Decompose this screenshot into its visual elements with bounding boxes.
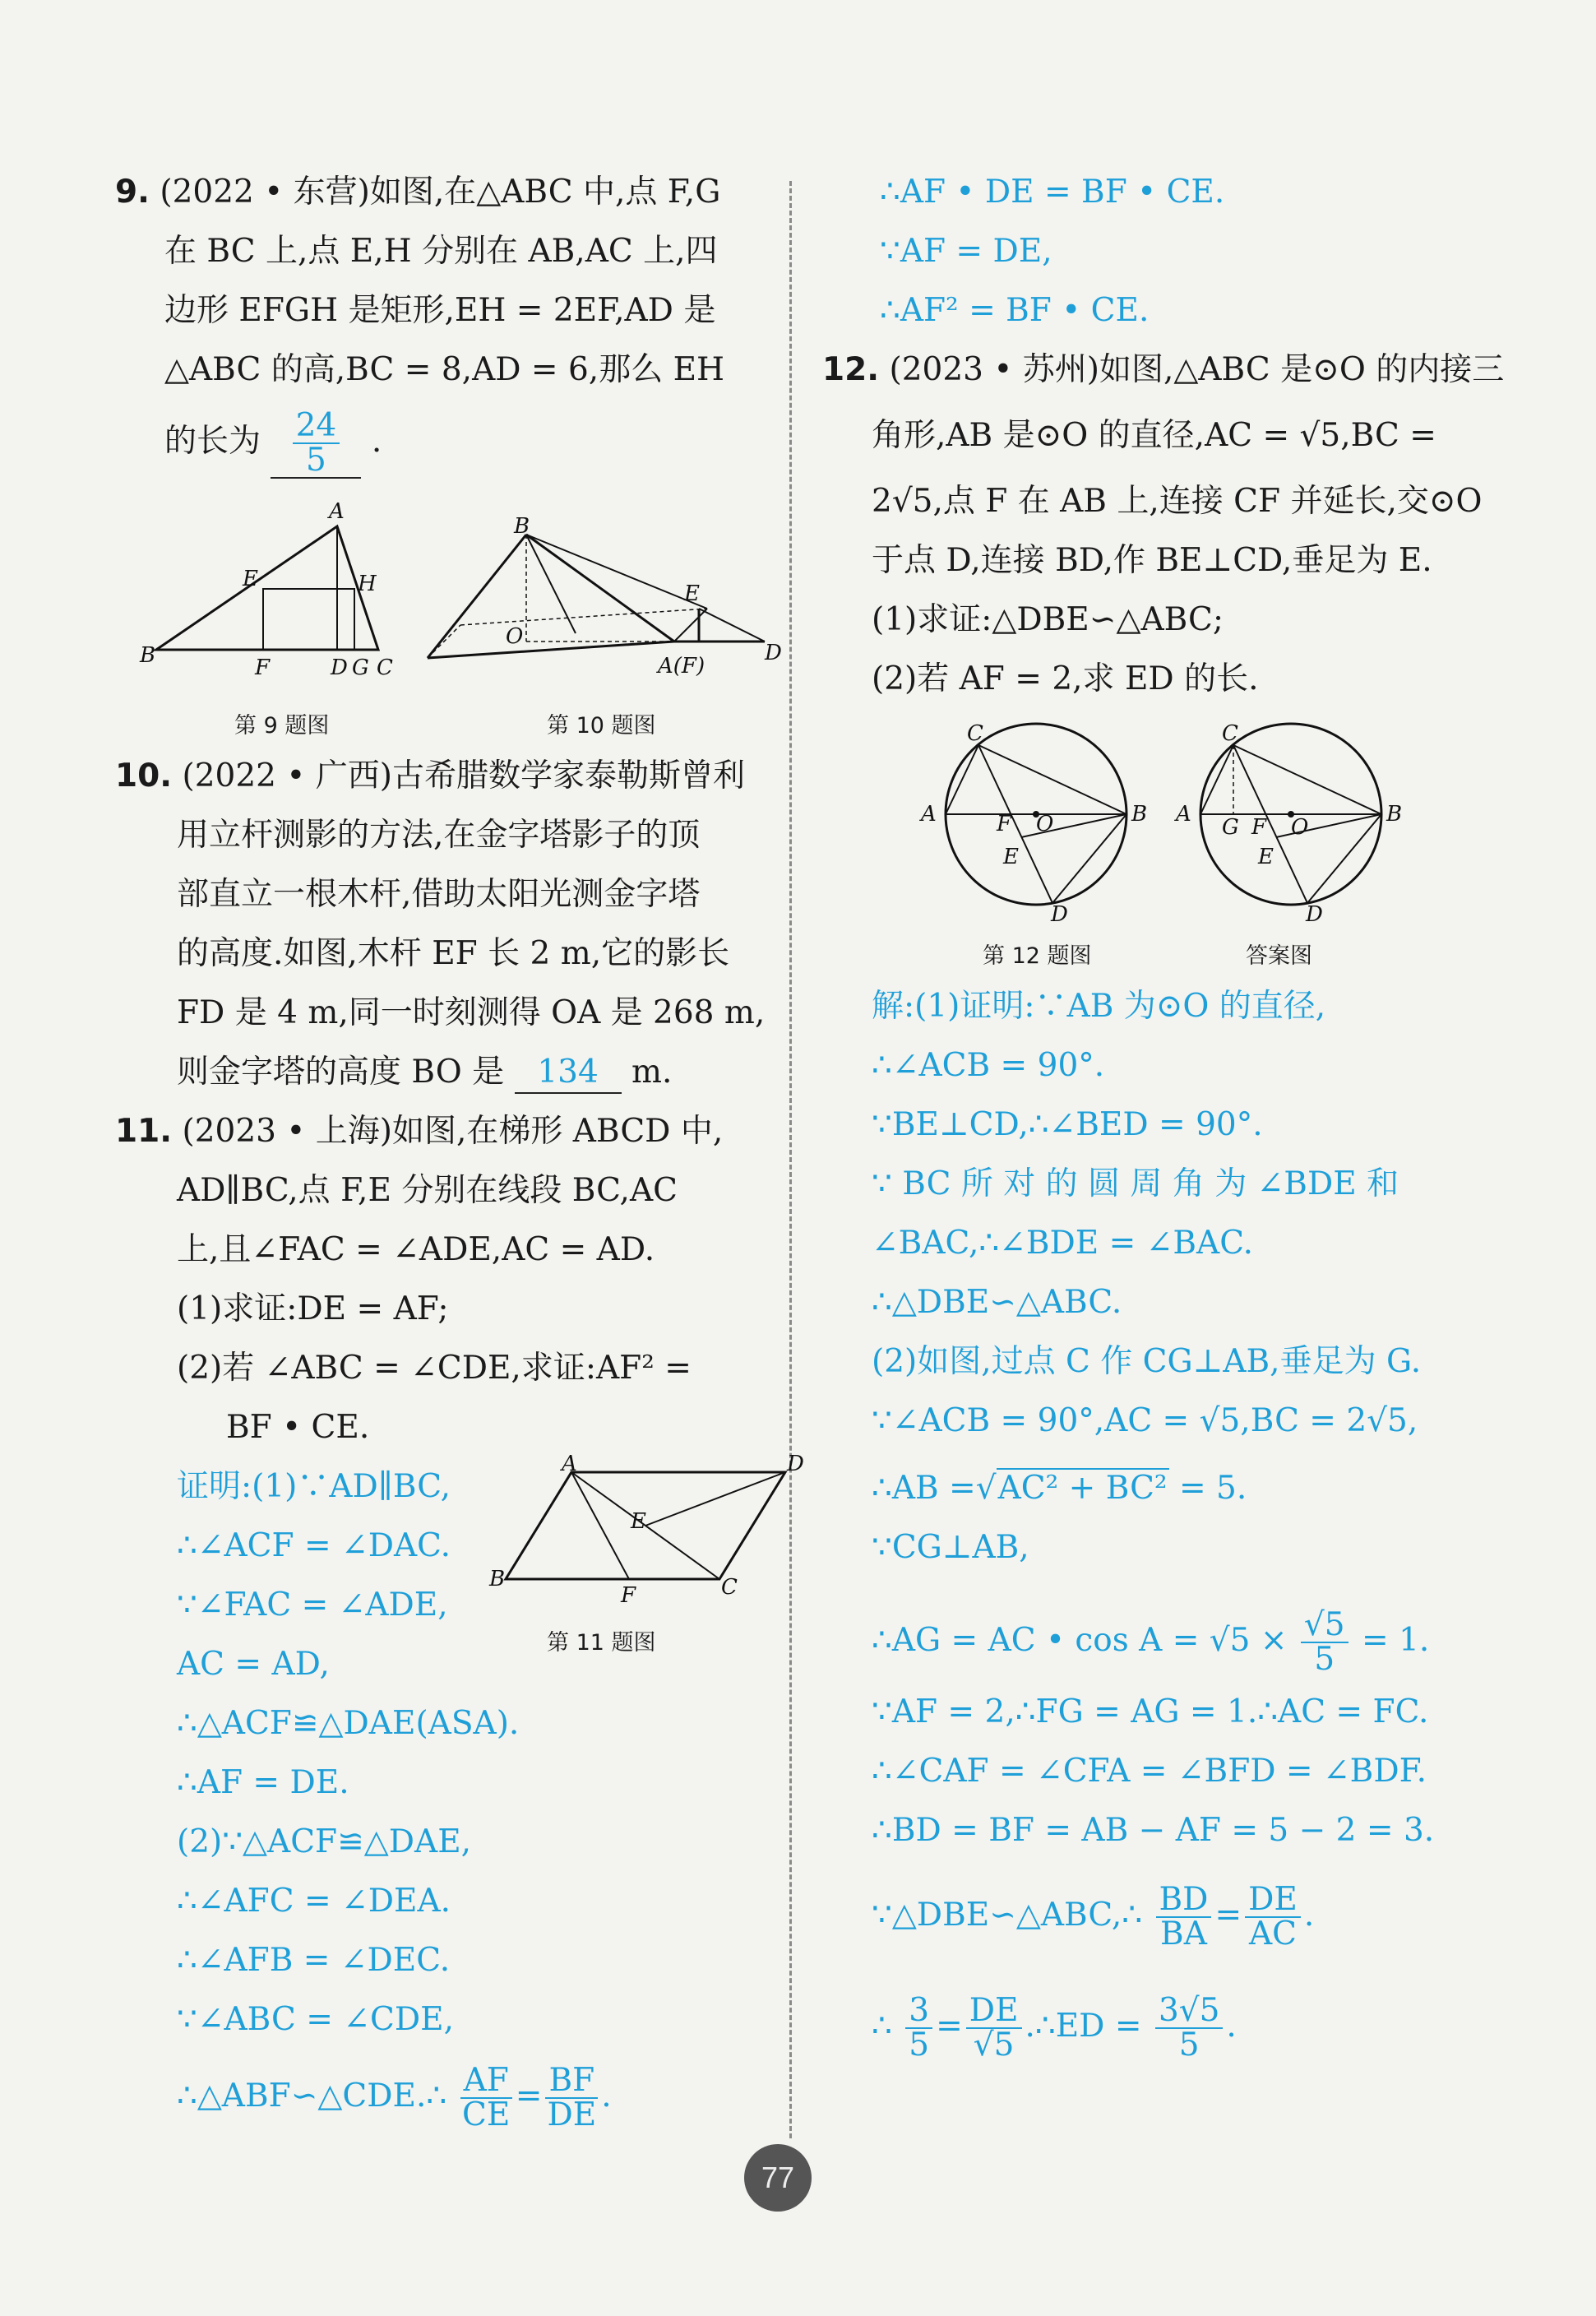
- svg-text:E: E: [1258, 845, 1274, 869]
- q12-sol-9-radicand: AC² + BC²: [997, 1470, 1168, 1507]
- svg-text:B: B: [140, 643, 156, 668]
- q9-line-5: 的长为 $\frac{24}{5}$ .: [164, 407, 382, 479]
- q11-sol-1: 证明:(1)∵AD∥BC,: [177, 1468, 451, 1505]
- q10-line-1: [115, 757, 745, 796]
- svg-text:C: C: [967, 721, 983, 746]
- svg-text:O: O: [1291, 815, 1309, 840]
- q12-text-4: 于点 D,连接 BD,作 BE⊥CD,垂足为 E.: [872, 542, 1432, 579]
- q10-text-2: 用立杆测影的方法,在金字塔影子的顶: [177, 817, 701, 854]
- svg-text:A: A: [329, 499, 345, 524]
- q10-text-4: 的高度.如图,木杆 EF 长 2 m,它的影长: [177, 935, 730, 972]
- q12-sol-9: ∴AB =√AC² + BC² = 5.: [872, 1470, 1247, 1507]
- svg-text:B: B: [1131, 802, 1148, 827]
- svg-text:D: D: [787, 1452, 804, 1476]
- figure-11: [489, 1452, 804, 1608]
- q9-answer-numerator: 24: [293, 410, 340, 444]
- q11-line-1: [115, 1112, 723, 1151]
- q12-sol-15: ∵△DBE∽△ABC,∴ $\frac{BD}{BA}$ = $\frac{DE}{AC}$ .: [872, 1881, 1315, 1952]
- q9-answer-denominator: 5: [306, 442, 326, 479]
- svg-text:A: A: [1176, 802, 1191, 827]
- svg-text:F: F: [621, 1583, 636, 1608]
- figure-9: [140, 493, 411, 683]
- q12-sol-9b: = 5.: [1178, 1470, 1247, 1507]
- svg-text:A: A: [921, 802, 937, 827]
- q10-unit: m.: [631, 1054, 673, 1091]
- q9-text-2: 在 BC 上,点 E,H 分别在 AB,AC 上,四: [164, 233, 718, 270]
- q10-line-6: [177, 1053, 672, 1094]
- q11-sol-3: ∵∠FAC = ∠ADE,: [177, 1586, 448, 1624]
- q11-text-2: AD∥BC,点 F,E 分别在线段 BC,AC: [177, 1172, 678, 1209]
- q12-sol-14: ∴BD = BF = AB − AF = 5 − 2 = 3.: [872, 1812, 1435, 1849]
- q11-sol-6: ∴AF = DE.: [177, 1764, 349, 1801]
- q12-sol-3: ∵BE⊥CD,∴∠BED = 90°.: [872, 1106, 1263, 1143]
- q11-sol-11: [177, 2064, 612, 2132]
- q12-sol-11: [872, 1606, 1430, 1678]
- svg-text:G: G: [352, 655, 369, 680]
- q11-eq: =: [515, 2077, 543, 2115]
- q12-sol-11-den: 5: [1314, 1641, 1335, 1678]
- svg-text:A: A: [562, 1452, 577, 1476]
- q11-sol-2: ∴∠ACF = ∠DAC.: [177, 1527, 451, 1564]
- svg-text:E: E: [243, 567, 258, 591]
- q12-sol-4: ∵ BC 所 对 的 圆 周 角 为 ∠BDE 和: [872, 1165, 1399, 1202]
- svg-text:D: D: [765, 641, 782, 665]
- q12-sol-5: ∠BAC,∴∠BDE = ∠BAC.: [872, 1225, 1254, 1262]
- q10-text-6: 则金字塔的高度 BO 是: [177, 1054, 505, 1091]
- q12-text-2: 角形,AB 是⊙O 的直径,AC = √5,BC =: [872, 417, 1436, 454]
- q11-frac1-den: CE: [462, 2096, 511, 2133]
- svg-text:E: E: [631, 1509, 646, 1534]
- svg-text:D: D: [1306, 902, 1323, 927]
- svg-text:B: B: [489, 1567, 506, 1591]
- figure-9-caption: 第 9 题图: [234, 713, 330, 739]
- q11-text-6: BF • CE.: [226, 1409, 370, 1446]
- figure-10: [419, 514, 789, 691]
- svg-text:B: B: [1386, 802, 1403, 827]
- q9-text-1: (2022 • 东营)如图,在△ABC 中,点 F,G: [160, 174, 721, 211]
- svg-text:A(F): A(F): [658, 654, 705, 679]
- q12-line-1: [822, 350, 1504, 390]
- svg-text:G: G: [1222, 815, 1239, 840]
- q11-sol-11-text: ∴△ABF∽△CDE.∴: [177, 2077, 447, 2115]
- q12-sol-11-num: √5: [1301, 1609, 1349, 1643]
- q11-number: 11.: [115, 1113, 173, 1150]
- svg-text:C: C: [377, 655, 393, 680]
- q12-sol-15-den1: BA: [1160, 1915, 1207, 1952]
- column-divider: [789, 181, 792, 2138]
- svg-text:E: E: [684, 581, 700, 606]
- q12-sol-16-den3: 5: [1178, 2026, 1200, 2064]
- q12-sol-11b: = 1.: [1362, 1622, 1430, 1659]
- q11-sol-4: AC = AD,: [177, 1646, 330, 1683]
- q11-frac2-den: DE: [547, 2096, 597, 2133]
- svg-text:D: D: [331, 655, 348, 680]
- q12-sol-11a: ∴AG = AC • cos A = √5 ×: [872, 1622, 1288, 1659]
- q9-text-5: 的长为: [164, 423, 261, 460]
- q12-sol-1: 解:(1)证明:∵AB 为⊙O 的直径,: [872, 988, 1326, 1025]
- figure-12-caption: 第 12 题图: [983, 943, 1092, 969]
- q12-sol-16: ∴ $\frac{3}{5}$ = $\frac{DE}{√5}$ .∴ED = $\frac{3√5}{5}$ .: [872, 1992, 1237, 2064]
- svg-text:D: D: [1051, 902, 1068, 927]
- svg-text:O: O: [1036, 812, 1054, 836]
- figure-11-caption: 第 11 题图: [547, 1630, 656, 1656]
- q11-sol-12: ∴AF • DE = BF • CE.: [880, 174, 1225, 211]
- q12-sol-16-num1: 3: [905, 1994, 932, 2029]
- q12-number: 12.: [822, 351, 880, 388]
- q11-text-1: (2023 • 上海)如图,在梯形 ABCD 中,: [182, 1113, 724, 1150]
- q12-sol-10: ∵CG⊥AB,: [872, 1529, 1029, 1566]
- svg-text:F: F: [255, 655, 271, 680]
- q10-text-1: (2022 • 广西)古希腊数学家泰勒斯曾利: [182, 757, 745, 794]
- q12-sol-15-den2: AC: [1248, 1915, 1297, 1952]
- q9-line-1: [115, 173, 720, 212]
- page-number: 77: [744, 2144, 812, 2212]
- q12-sol-12: ∵AF = 2,∴FG = AG = 1.∴AC = FC.: [872, 1693, 1429, 1730]
- q12-sol-9a: ∴AB =: [872, 1470, 976, 1507]
- svg-text:F: F: [997, 812, 1012, 836]
- q12-sol-16a: ∴: [872, 2008, 892, 2045]
- q12-sol-2: ∴∠ACB = 90°.: [872, 1047, 1105, 1084]
- q12-sol-13: ∴∠CAF = ∠CFA = ∠BFD = ∠BDF.: [872, 1753, 1427, 1790]
- svg-text:B: B: [514, 514, 530, 539]
- q12-text-1: (2023 • 苏州)如图,△ABC 是⊙O 的内接三: [889, 351, 1505, 388]
- q9-text-3: 边形 EFGH 是矩形,EH = 2EF,AD 是: [164, 292, 716, 329]
- q11-sol-7: (2)∵△ACF≌△DAE,: [177, 1823, 472, 1860]
- q10-text-3: 部直立一根木杆,借助太阳光测金字塔: [177, 876, 701, 913]
- svg-text:H: H: [358, 572, 377, 596]
- svg-text:F: F: [1251, 815, 1267, 840]
- q11-text-4: (1)求证:DE = AF;: [177, 1290, 449, 1327]
- svg-text:C: C: [1222, 721, 1238, 746]
- svg-text:O: O: [506, 624, 524, 649]
- q9-number: 9.: [115, 174, 150, 211]
- q11-sol-13: ∵AF = DE,: [880, 233, 1052, 270]
- q9-text-4: △ABC 的高,BC = 8,AD = 6,那么 EH: [164, 351, 725, 388]
- q12-sol-16-den2: √5: [973, 2026, 1015, 2064]
- q11-text-3: 上,且∠FAC = ∠ADE,AC = AD.: [177, 1231, 655, 1268]
- figure-10-caption: 第 10 题图: [547, 713, 656, 739]
- q12-sol-15-num2: DE: [1245, 1883, 1301, 1918]
- answer-figure: [1176, 716, 1423, 927]
- q12-text-6: (2)若 AF = 2,求 ED 的长.: [872, 660, 1259, 697]
- q12-sol-7: (2)如图,过点 C 作 CG⊥AB,垂足为 G.: [872, 1343, 1422, 1380]
- q11-dot: .: [601, 2077, 612, 2115]
- q11-sol-5: ∴△ACF≌△DAE(ASA).: [177, 1705, 520, 1742]
- q12-sol-16-num2: DE: [966, 1994, 1022, 2029]
- q12-sol-15-num1: BD: [1156, 1883, 1212, 1918]
- figure-12: [921, 716, 1168, 927]
- q12-sol-16-num3: 3√5: [1155, 1994, 1223, 2029]
- svg-text:E: E: [1003, 845, 1019, 869]
- q9-answer-blank: [271, 407, 361, 479]
- answer-figure-caption: 答案图: [1246, 943, 1312, 969]
- q11-sol-8: ∴∠AFC = ∠DEA.: [177, 1883, 451, 1920]
- q11-sol-10: ∵∠ABC = ∠CDE,: [177, 2001, 455, 2038]
- q11-frac2-num: BF: [545, 2064, 598, 2099]
- svg-text:C: C: [721, 1575, 738, 1600]
- q12-sol-16-den1: 5: [909, 2026, 930, 2064]
- q10-number: 10.: [115, 757, 173, 794]
- q12-sol-6: ∴△DBE∽△ABC.: [872, 1284, 1122, 1321]
- q12-text-3: 2√5,点 F 在 AB 上,连接 CF 并延长,交⊙O: [872, 483, 1483, 520]
- q12-sol-15a: ∵△DBE∽△ABC,∴: [872, 1897, 1143, 1934]
- q11-frac1-num: AF: [460, 2064, 512, 2099]
- q11-text-5: (2)若 ∠ABC = ∠CDE,求证:AF² =: [177, 1350, 692, 1387]
- q10-answer: 134: [515, 1053, 622, 1094]
- q11-sol-14: ∴AF² = BF • CE.: [880, 292, 1150, 329]
- q10-text-5: FD 是 4 m,同一时刻测得 OA 是 268 m,: [177, 994, 766, 1031]
- q11-sol-9: ∴∠AFB = ∠DEC.: [177, 1942, 451, 1979]
- q12-sol-16b: .∴ED =: [1025, 2008, 1142, 2045]
- q12-text-5: (1)求证:△DBE∽△ABC;: [872, 601, 1224, 638]
- q12-sol-8: ∵∠ACB = 90°,AC = √5,BC = 2√5,: [872, 1402, 1418, 1439]
